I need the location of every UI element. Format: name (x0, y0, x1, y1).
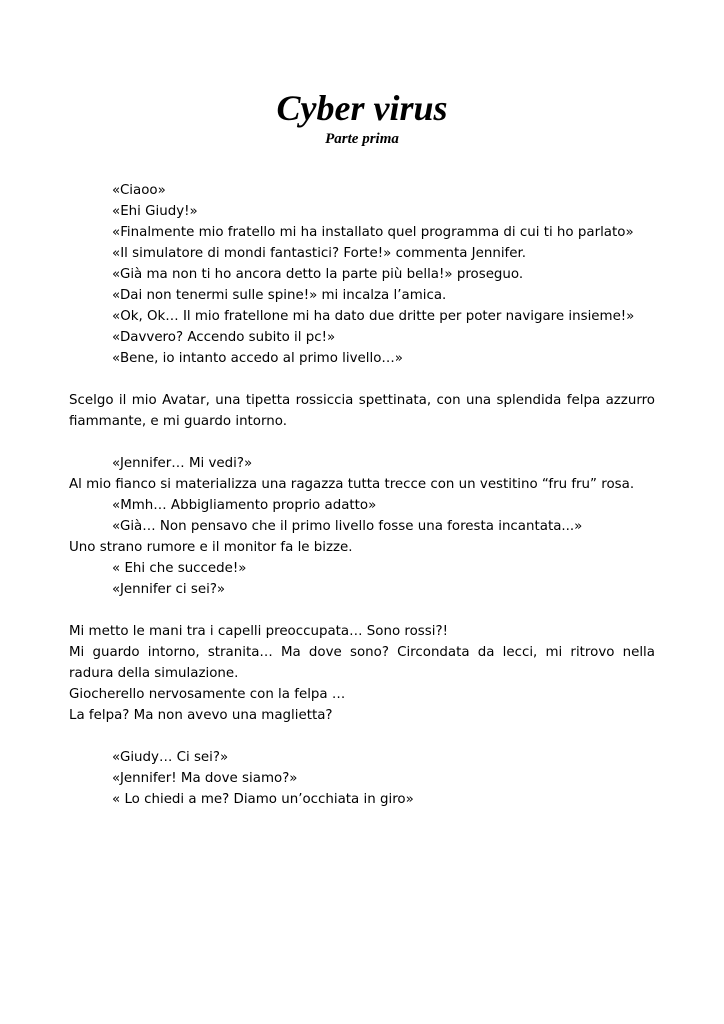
dialogue-line: «Giudy… Ci sei?» (112, 750, 229, 765)
dialogue-line: «Finalmente mio fratello mi ha installato quel programma di cui ti ho parlato» (112, 225, 634, 240)
dialogue-line: «Bene, io intanto accedo al primo livello…» (112, 351, 403, 366)
dialogue-line: «Ehi Giudy!» (112, 204, 198, 219)
dialogue-line: «Davvero? Accendo subito il pc!» (112, 330, 336, 345)
narration-line: fiammante, e mi guardo intorno. (69, 414, 287, 429)
narration-line: Al mio fianco si materializza una ragazza tutta trecce con un vestitino “fru fru” rosa. (69, 477, 635, 492)
narration-line: Mi guardo intorno, stranita… Ma dove sono? Circondata da lecci, mi ritrovo nella (69, 645, 655, 660)
dialogue-line: «Ciaoo» (112, 183, 166, 198)
narration-line: Uno strano rumore e il monitor fa le bizze. (69, 540, 353, 555)
dialogue-line: «Jennifer! Ma dove siamo?» (112, 771, 298, 786)
dialogue-line: «Jennifer… Mi vedi?» (112, 456, 253, 471)
dialogue-line: «Già ma non ti ho ancora detto la parte più bella!» proseguo. (112, 267, 524, 282)
narration-line: radura della simulazione. (69, 666, 239, 681)
document-subtitle: Parte prima (325, 131, 399, 147)
narration-line: Giocherello nervosamente con la felpa … (69, 687, 346, 702)
paragraph-gap (69, 432, 655, 453)
narration-line: La felpa? Ma non avevo una maglietta? (69, 708, 333, 723)
dialogue-line: «Jennifer ci sei?» (112, 582, 226, 597)
dialogue-line: «Ok, Ok… Il mio fratellone mi ha dato due dritte per poter navigare insieme!» (112, 309, 635, 324)
paragraph-gap (69, 600, 655, 621)
dialogue-line: « Ehi che succede!» (112, 561, 247, 576)
dialogue-line: «Mmh… Abbigliamento proprio adatto» (112, 498, 377, 513)
paragraph-gap (69, 726, 655, 747)
dialogue-line: «Il simulatore di mondi fantastici? Forte!» commenta Jennifer. (112, 246, 527, 261)
dialogue-line: « Lo chiedi a me? Diamo un’occhiata in giro» (112, 792, 414, 807)
dialogue-line: «Dai non tenermi sulle spine!» mi incalza l’amica. (112, 288, 447, 303)
narration-line: Mi metto le mani tra i capelli preoccupata… Sono rossi?! (69, 624, 448, 639)
narration-line: Scelgo il mio Avatar, una tipetta rossiccia spettinata, con una splendida felpa azzurro (69, 393, 655, 408)
paragraph-gap (69, 369, 655, 390)
dialogue-line: «Già… Non pensavo che il primo livello fosse una foresta incantata...» (112, 519, 583, 534)
document-body (69, 180, 655, 810)
document-title: Cyber virus (276, 88, 448, 128)
